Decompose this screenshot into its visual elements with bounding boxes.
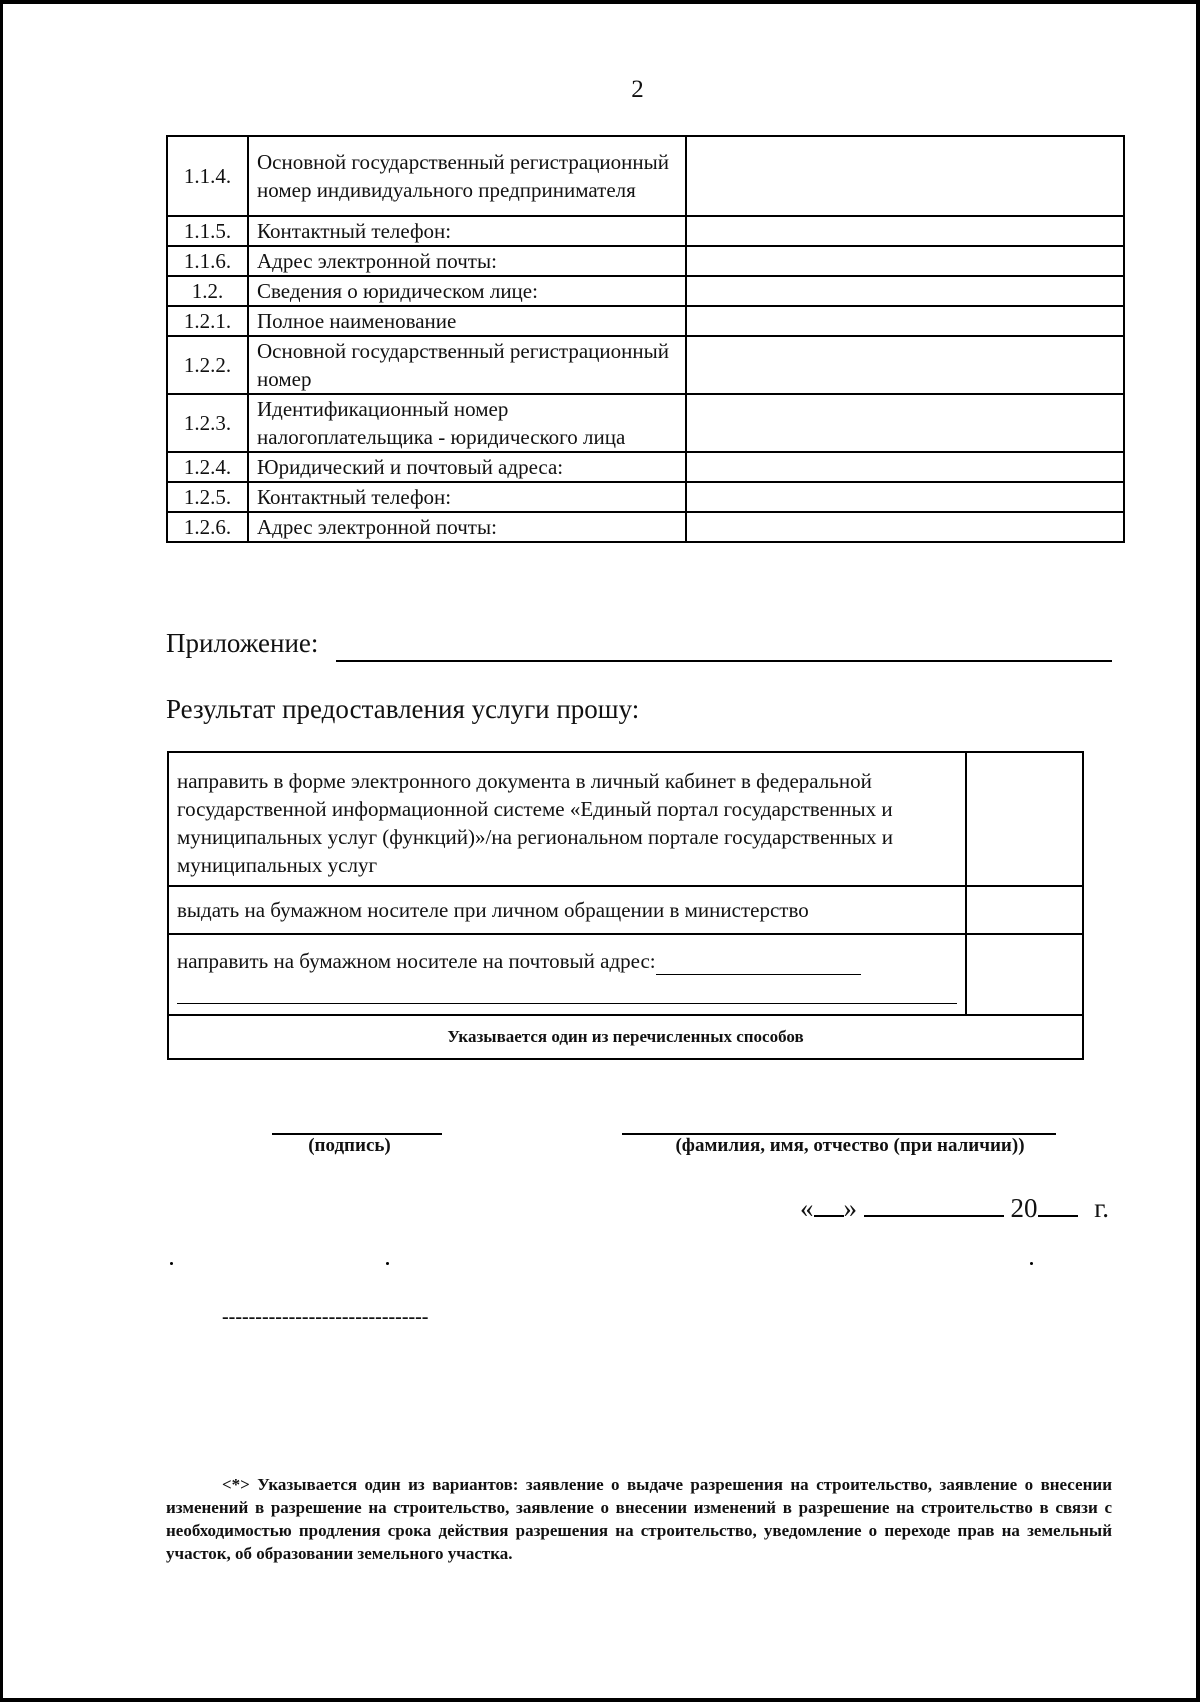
signature-label: (подпись)	[308, 1135, 391, 1156]
date-close-quote: »	[843, 1193, 857, 1223]
date-month-field[interactable]	[864, 1193, 1004, 1217]
row-label: Контактный телефон:	[248, 482, 686, 512]
row-label: Адрес электронной почты:	[248, 512, 686, 542]
row-label: Полное наименование	[248, 306, 686, 336]
delivery-option-row	[168, 752, 1083, 886]
result-title: Результат предоставления услуги прошу:	[166, 694, 640, 724]
date-year-field[interactable]	[1038, 1193, 1078, 1217]
row-label: Основной государственный регистрационный номер индивидуального предпринимателя	[248, 136, 686, 216]
row-number: 1.2.4.	[167, 452, 248, 482]
scan-dot	[1030, 1262, 1033, 1265]
delivery-option-mail-label: направить на бумажном носителе на почтовый адрес:	[177, 949, 656, 973]
row-number: 1.2.5.	[167, 482, 248, 512]
table-row	[167, 246, 1124, 276]
table-row	[167, 452, 1124, 482]
row-number: 1.1.6.	[167, 246, 248, 276]
attachment-field[interactable]	[336, 660, 1112, 662]
postal-address-field[interactable]	[656, 952, 861, 975]
scan-mark	[450, 0, 530, 4]
row-label: Основной государственный регистрационный номер	[248, 336, 686, 394]
footnote: <*> Указывается один из вариантов: заявление о выдаче разрешения на строительство, заявление о внесении изменений в разрешение на строительство, заявление о внесении изменений в разрешение на строительство в связи с необходимостью продления срока действия разрешения на строительство, уведомление о переходе прав на земельный участок, об образовании земельного участка.	[166, 1475, 1112, 1563]
page-number: 2	[631, 76, 644, 103]
row-number: 1.2.1.	[167, 306, 248, 336]
scan-dot	[386, 1262, 389, 1265]
date-year-prefix: 20	[1010, 1193, 1038, 1223]
footnote-separator: -------------------------------	[222, 1306, 429, 1328]
row-value-field[interactable]	[686, 482, 1124, 512]
delivery-option-electronic-checkbox[interactable]	[966, 752, 1083, 886]
row-value-field[interactable]	[686, 276, 1124, 306]
row-number: 1.2.3.	[167, 394, 248, 452]
row-label: Контактный телефон:	[248, 216, 686, 246]
table-row	[167, 482, 1124, 512]
table-row	[167, 512, 1124, 542]
applicant-info-table	[166, 135, 1125, 543]
delivery-option-electronic: направить в форме электронного документа в личный кабинет в федеральной государственной информационной системе «Единый портал государственных и муниципальных услуг (функций)»/на региональном портале государственных и муниципальных услуг	[168, 752, 966, 886]
delivery-option-in-person-checkbox[interactable]	[966, 886, 1083, 934]
row-label: Адрес электронной почты:	[248, 246, 686, 276]
attachment-label: Приложение:	[166, 628, 319, 658]
table-row	[167, 136, 1124, 216]
delivery-note-row	[168, 1015, 1083, 1059]
full-name-label: (фамилия, имя, отчество (при наличии))	[675, 1135, 1025, 1156]
date-day-field[interactable]	[814, 1193, 844, 1217]
table-row	[167, 216, 1124, 246]
delivery-option-row	[168, 886, 1083, 934]
row-value-field[interactable]	[686, 246, 1124, 276]
row-value-field[interactable]	[686, 512, 1124, 542]
row-label: Идентификационный номер налогоплательщика - юридического лица	[248, 394, 686, 452]
row-value-field[interactable]	[686, 452, 1124, 482]
row-value-field[interactable]	[686, 336, 1124, 394]
table-row	[167, 276, 1124, 306]
delivery-note: Указывается один из перечисленных способов	[168, 1015, 1083, 1059]
date-open-quote: «	[800, 1193, 814, 1223]
row-label: Сведения о юридическом лице:	[248, 276, 686, 306]
delivery-option-row	[168, 934, 1083, 1015]
date-year-suffix: г.	[1094, 1193, 1110, 1223]
row-number: 1.1.5.	[167, 216, 248, 246]
delivery-option-mail	[168, 934, 966, 1015]
row-number: 1.2.2.	[167, 336, 248, 394]
scan-dot	[170, 1262, 173, 1265]
row-label: Юридический и почтовый адреса:	[248, 452, 686, 482]
date-field	[800, 1193, 1109, 1224]
row-number: 1.1.4.	[167, 136, 248, 216]
row-number: 1.2.6.	[167, 512, 248, 542]
delivery-method-table	[167, 751, 1084, 1060]
delivery-option-in-person: выдать на бумажном носителе при личном обращении в министерство	[168, 886, 966, 934]
table-row	[167, 306, 1124, 336]
row-number: 1.2.	[167, 276, 248, 306]
postal-address-field-continued[interactable]	[177, 981, 957, 1004]
row-value-field[interactable]	[686, 394, 1124, 452]
row-value-field[interactable]	[686, 136, 1124, 216]
table-row	[167, 394, 1124, 452]
row-value-field[interactable]	[686, 306, 1124, 336]
delivery-option-mail-checkbox[interactable]	[966, 934, 1083, 1015]
row-value-field[interactable]	[686, 216, 1124, 246]
table-row	[167, 336, 1124, 394]
